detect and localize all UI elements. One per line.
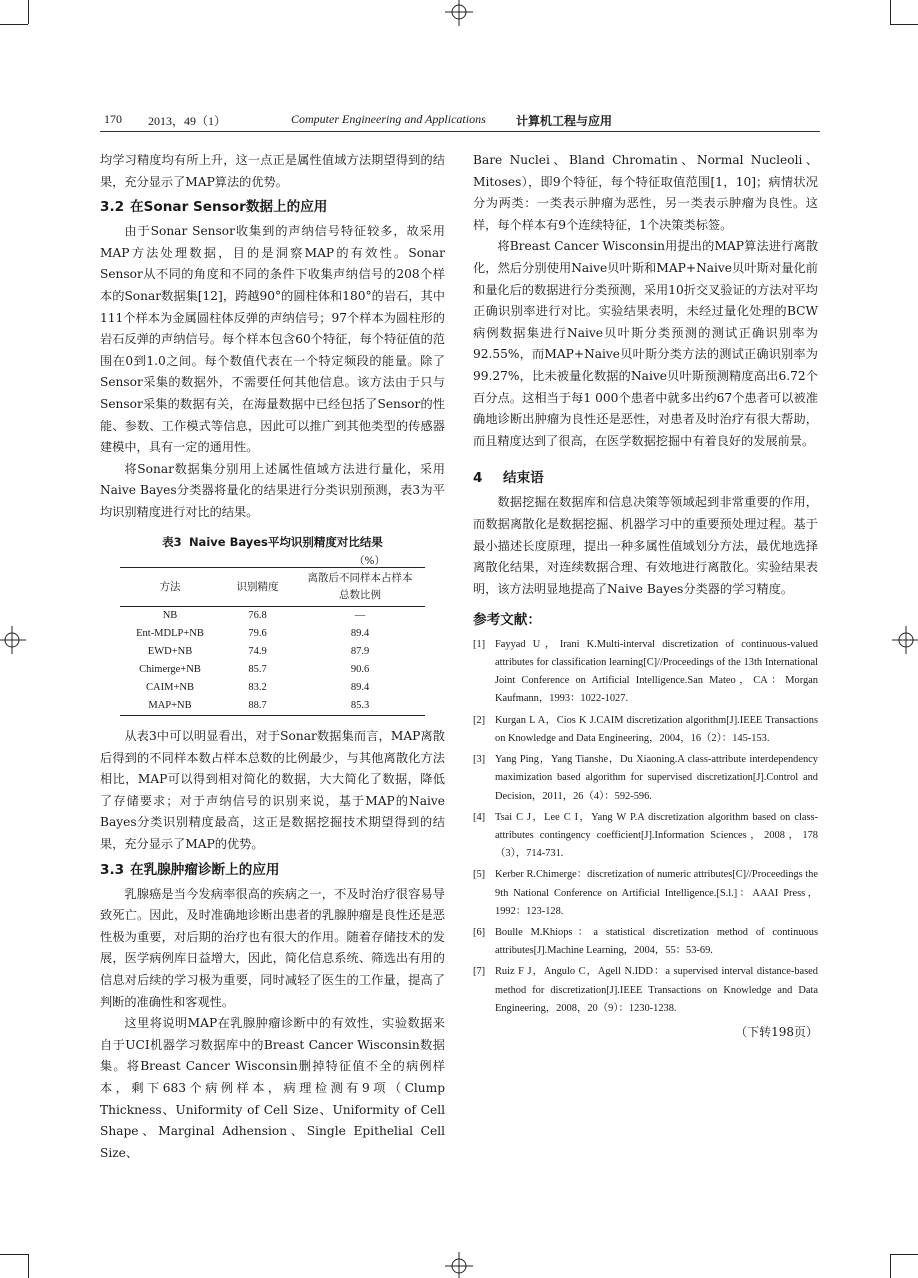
paragraph: 从表3中可以明显看出，对于Sonar数据集而言，MAP离散后得到的不同样本数占样本总数的比例最少，与其他离散化方法相比，MAP可以得到相对简化的数据，大大简化了数据，降低了存储要求；对于声纳信号的识别来说，基于MAP的Naive Bayes分类识别精度最高，这正是数据挖掘技术期望得到的结果，充分显示了MAP的优势。: [100, 729, 445, 852]
section-heading-3-3: [100, 858, 445, 882]
table-cell: EWD+NB: [147, 646, 193, 658]
reference-item: [473, 636, 818, 709]
reference-item: [473, 963, 818, 1018]
paragraph: 数据挖掘在数据库和信息决策等领域起到非常重要的作用，而数据离散化是数据挖掘、机器学习中的重要预处理过程。基于最小描述长度原理，提出一种多属性值域划分方法，最优地选择离散化结果，对连续数据合理、有效地进行离散化。实验结果表明，该方法明显地提高了Naive Bayes分类器的学习精度。: [473, 495, 818, 596]
table-cell: CAIM+NB: [146, 682, 194, 694]
table-cell: 90.6: [350, 664, 370, 676]
table-cell: 76.8: [248, 610, 267, 622]
reference-text: Yang Ping，Yang Tianshe，Du Xiaoning.A class-attribute interdependency maximization based algorithm for supervised discretization[J].Control and Decision，2011，26（4）：592-596.: [495, 754, 818, 802]
reference-number: [7]: [473, 966, 486, 978]
section-number: 4: [473, 470, 483, 487]
paragraph: 由于Sonar Sensor收集到的声纳信号特征较多，故采用MAP方法处理数据，目的是洞察MAP的有效性。Sonar Sensor从不同的角度和不同的条件下收集声纳信号的208个样本的Sonar数据集[12]，跨越90°的圆柱体和180°的岩石，其中111个样本为金属圆柱体反弹的声纳信号；97个样本为圆柱形的岩石反弹的声纳信号。每个样本包含60个特征，每个特征值的范围在0到1.0之间。每个数值代表在一个特定频段的能量。除了Sensor采集的数据外，不需要任何其他信息。该方法由于只与Sensor采集的数据有关，在海量数据中已经包括了Sensor的性能、参数、工作模式等信息，因此可以推广到其他类型的传感器建模中，具有一定的通用性。: [100, 224, 445, 455]
column-header: 识别精度: [220, 568, 295, 607]
table-unit: （%）: [354, 555, 385, 568]
reference-number: [4]: [473, 811, 486, 823]
table-cell: 83.2: [248, 682, 267, 694]
section-number: 3.2: [100, 199, 125, 216]
paragraph: 将Breast Cancer Wisconsin用提出的MAP算法进行离散化，然后分别使用Naive贝叶斯和MAP+Naive贝叶斯对量化前和量化后的数据进行分类预测，采用10折交叉验证的方法对平均正确识别率进行对比。实验结果表明，未经过量化处理的BCW病例数据集进行Naive贝叶斯分类预测的测试正确识别率为92.55%，而MAP+Naive贝叶斯分类方法的测试正确识别率为99.27%，比未被量化数据的Naive贝叶斯预测精度高出6.72个百分点。这相当于每1 000个患者中就多出约67个患者可以被准确地诊断出肿瘤为良性还是恶性，对患者及时治疗有很大帮助，而且精度达到了很高，在医学数据挖掘中有着良好的发展前景。: [473, 239, 818, 448]
crop-mark: [890, 24, 918, 25]
table-cell: 79.6: [248, 628, 267, 640]
journal-name-cn: 计算机工程与应用: [516, 114, 613, 128]
reference-list: [473, 636, 818, 1018]
section-number: 3.3: [100, 861, 125, 878]
paragraph: 将Sonar数据集分别用上述属性值域方法进行量化，采用Naive Bayes分类器将量化的结果进行分类识别预测，表3为平均识别精度进行对比的结果。: [100, 461, 445, 519]
reference-text: Kerber R.Chimerge：discretization of numeric attributes[C]//Proceedings the 9th National Conference on Artificial Intelligence.[S.l.]：AAAI Press，1992：123-128.: [495, 869, 818, 917]
crop-mark: [28, 0, 29, 24]
section-title: 在Sonar Sensor数据上的应用: [130, 199, 328, 216]
table-title: Naive Bayes平均识别精度对比结果: [188, 534, 383, 549]
registration-mark: [890, 626, 918, 654]
paragraph: 均学习精度均有所上升，这一点正是属性值域方法期望得到的结果，充分显示了MAP算法的优势。: [100, 153, 445, 189]
table-cell: 74.9: [248, 646, 267, 658]
volume-issue: 2013，49（1）: [148, 114, 227, 128]
paragraph: 这里将说明MAP在乳腺肿瘤诊断中的有效性，实验数据来自于UCI机器学习数据库中的Breast Cancer Wisconsin数据集。将Breast Cancer Wisconsin删掉特征值不全的病例样本，剩下683个病例样本，病理检测有9项（Clump Thickness、Uniformity of Cell Size、Uniformity of Cell Shape、Marginal Adhension、Single Epithelial Cell Size、: [100, 1016, 445, 1160]
reference-text: Boulle M.Khiops：a statistical discretization method of continuous attributes[J].Machine Learning，2004，55：53-69.: [495, 926, 818, 957]
reference-item: [473, 809, 818, 864]
section-heading-3-2: [100, 195, 445, 219]
paragraph: 乳腺癌是当今发病率很高的疾病之一，不及时治疗很容易导致死亡。因此，及时准确地诊断出患者的乳腺肿瘤是良性还是恶性极为重要，对后期的治疗也有很大的作用。随着存储技术的发展，医学病例库日益增大，因此，简化信息系统、筛选出有用的信息对后续的学习极为重要，同时减轻了医生的工作量，提高了判断的准确性和客观性。: [100, 886, 445, 1009]
right-column: [473, 150, 818, 1044]
table-cell: 85.3: [295, 697, 425, 716]
table-cell: 88.7: [220, 697, 295, 716]
continued-note: （下转198页）: [735, 1024, 818, 1039]
crop-mark: [890, 0, 891, 24]
page-number: 170: [104, 112, 122, 126]
reference-number: [3]: [473, 754, 486, 766]
section-title: 在乳腺肿瘤诊断上的应用: [130, 861, 280, 878]
header-rule: [100, 131, 820, 132]
crop-mark: [890, 1254, 918, 1255]
table-row: [120, 643, 425, 661]
reference-text: Ruiz F J，Angulo C，Agell N.IDD：a supervised interval distance-based method for discretization[J].IEEE Transactions on Knowledge and Data Engineering，2008，20（9）：1230-1238.: [495, 966, 818, 1014]
reference-item: [473, 712, 818, 748]
reference-item: [473, 751, 818, 806]
table-cell: 89.4: [350, 682, 370, 694]
running-header: [104, 112, 820, 132]
crop-mark: [28, 1254, 29, 1278]
left-column: [100, 150, 445, 1164]
table-cell: —: [354, 610, 366, 622]
table-3: [100, 532, 445, 717]
column-header: 离散后不同样本占样本总数比例: [295, 568, 425, 607]
table-row: [120, 679, 425, 697]
table-row: [120, 697, 425, 716]
reference-number: [6]: [473, 926, 486, 938]
table-cell: Chimerge+NB: [139, 664, 201, 676]
table-row: [120, 625, 425, 643]
table-label: 表3: [162, 534, 182, 549]
registration-mark: [0, 626, 28, 654]
reference-item: [473, 866, 818, 921]
section-title: 结束语: [503, 470, 544, 487]
registration-mark: [445, 1250, 473, 1278]
registration-mark: [445, 0, 473, 28]
references-title: 参考文献：: [473, 612, 541, 629]
reference-text: Kurgan L A，Cios K J.CAIM discretization algorithm[J].IEEE Transactions on Knowledge and Data Engineering，2004，16（2）：145-153.: [495, 714, 818, 744]
table-cell: Ent-MDLP+NB: [136, 628, 204, 640]
column-header: 方法: [120, 568, 220, 607]
reference-number: [1]: [473, 638, 486, 650]
table-cell: 87.9: [350, 646, 370, 658]
reference-text: Fayyad U，Irani K.Multi-interval discretization of continuous-valued attributes for classification learning[C]//Proceedings of the 13th International Joint Conference on Artificial Intelligence.San Mateo，CA：Morgan Kaufmann，1993：1022-1027.: [495, 638, 818, 705]
table-cell: 85.7: [248, 664, 267, 676]
crop-mark: [0, 24, 28, 25]
journal-name-en: Computer Engineering and Applications: [291, 112, 486, 126]
crop-mark: [890, 1254, 891, 1278]
section-heading-4: [473, 466, 818, 490]
reference-text: Tsai C J，Lee C I，Yang W P.A discretization algorithm based on class-attributes contingency coefficient[J].Information Sciences，2008，178（3），714-731.: [495, 811, 818, 860]
crop-mark: [0, 1254, 28, 1255]
paragraph: Bare Nuclei、Bland Chromatin、Normal Nucleoli、Mitoses），即9个特征，每个特征取值范围[1，10]；病情状况分为两类：一类表示肿瘤为恶性，另一类表示肿瘤为良性。这样，每个样本有9个连续特征，1个决策类标签。: [473, 153, 818, 232]
reference-item: [473, 924, 818, 960]
reference-number: [2]: [473, 714, 486, 726]
table-cell: NB: [162, 610, 178, 622]
reference-number: [5]: [473, 869, 486, 881]
table-cell: 89.4: [350, 628, 370, 640]
table-caption: [100, 532, 445, 554]
table-row: [120, 661, 425, 679]
table-row: [120, 607, 425, 626]
table-cell: MAP+NB: [120, 697, 220, 716]
results-table: [120, 567, 425, 716]
